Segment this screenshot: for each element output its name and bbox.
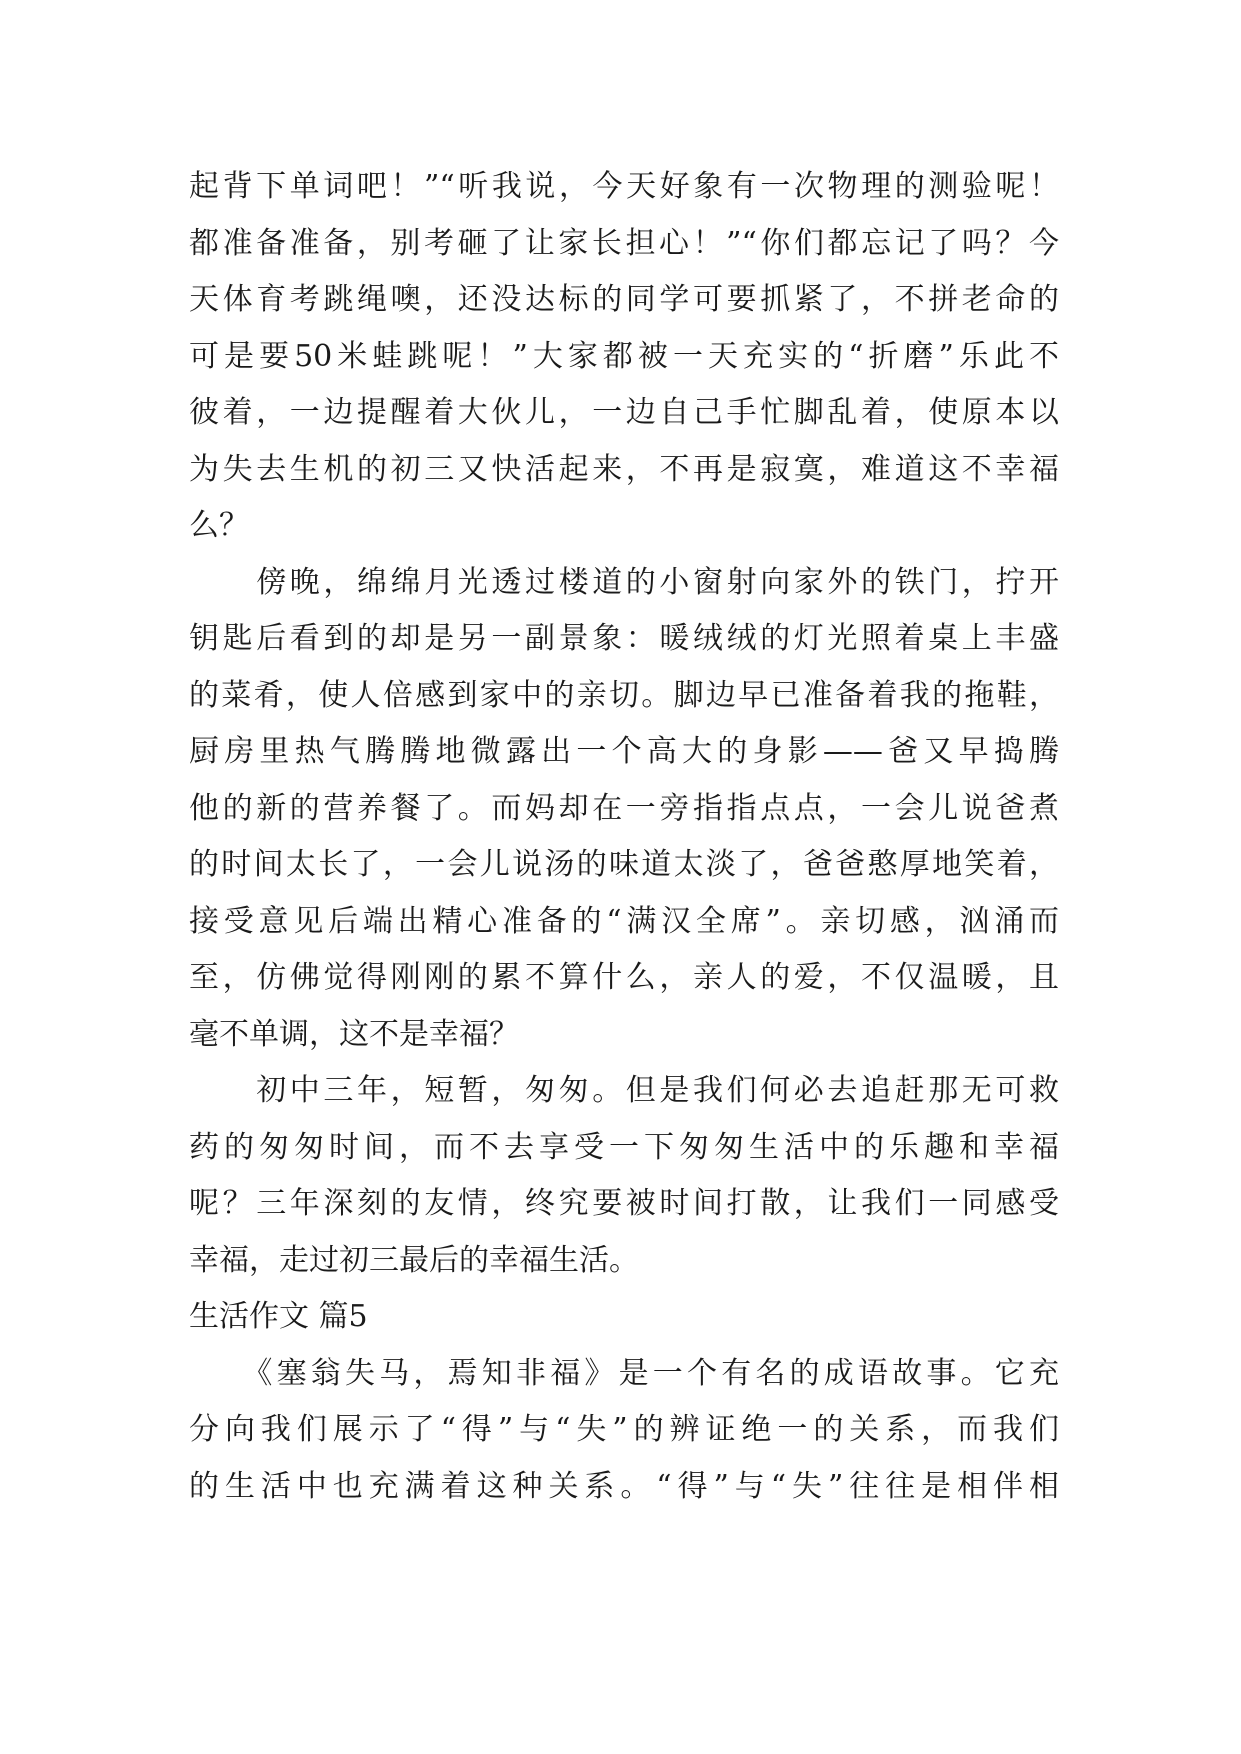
text-line: 初中三年，短暂，匆匆。但是我们何必去追赶那无可救 bbox=[189, 1073, 1059, 1108]
text-line: 钥匙后看到的却是另一副景象：暖绒绒的灯光照着桌上丰盛 bbox=[189, 621, 1059, 656]
section-title: 生活作文 篇5 bbox=[189, 1299, 368, 1334]
text-line: 么？ bbox=[189, 508, 249, 543]
text-line: 起背下单词吧！”“听我说，今天好象有一次物理的测验呢！ bbox=[189, 169, 1059, 204]
text-line: 为失去生机的初三又快活起来，不再是寂寞，难道这不幸福 bbox=[189, 451, 1059, 487]
essay-body bbox=[189, 159, 1059, 1515]
text-line: 分向我们展示了“得”与“失”的辨证绝一的关系，而我们 bbox=[189, 1412, 1059, 1447]
text-line: 厨房里热气腾腾地微露出一个高大的身影——爸又早捣腾 bbox=[189, 734, 1059, 769]
text-line: 的时间太长了，一会儿说汤的味道太淡了，爸爸憨厚地笑着， bbox=[189, 847, 1059, 882]
text-line: 的菜肴，使人倍感到家中的亲切。脚边早已准备着我的拖鞋， bbox=[189, 677, 1059, 713]
text-line: 接受意见后端出精心准备的“满汉全席”。亲切感，汹涌而 bbox=[189, 903, 1059, 939]
text-line: 毫不单调，这不是幸福？ bbox=[189, 1016, 519, 1052]
text-line: 至，仿佛觉得刚刚的累不算什么，亲人的爱，不仅温暖，且 bbox=[189, 960, 1059, 995]
text-line: 幸福，走过初三最后的幸福生活。 bbox=[189, 1242, 639, 1278]
text-line: 《塞翁失马，焉知非福》是一个有名的成语故事。它充 bbox=[189, 1355, 1059, 1391]
text-line: 傍晚，绵绵月光透过楼道的小窗射向家外的铁门，拧开 bbox=[189, 564, 1059, 600]
text-line: 呢？三年深刻的友情，终究要被时间打散，让我们一同感受 bbox=[189, 1186, 1059, 1221]
text-line: 都准备准备，别考砸了让家长担心！”“你们都忘记了吗？今 bbox=[189, 225, 1059, 261]
text-line: 可是要50米蛙跳呢！”大家都被一天充实的“折磨”乐此不 bbox=[189, 338, 1059, 374]
text-line: 天体育考跳绳噢，还没达标的同学可要抓紧了，不拼老命的 bbox=[189, 282, 1059, 317]
text-line: 彼着，一边提醒着大伙儿，一边自己手忙脚乱着，使原本以 bbox=[189, 395, 1059, 430]
text-line: 药的匆匆时间，而不去享受一下匆匆生活中的乐趣和幸福 bbox=[189, 1129, 1059, 1165]
text-line: 他的新的营养餐了。而妈却在一旁指指点点，一会儿说爸煮 bbox=[189, 790, 1059, 826]
text-line: 的生活中也充满着这种关系。“得”与“失”往往是相伴相 bbox=[189, 1468, 1059, 1504]
